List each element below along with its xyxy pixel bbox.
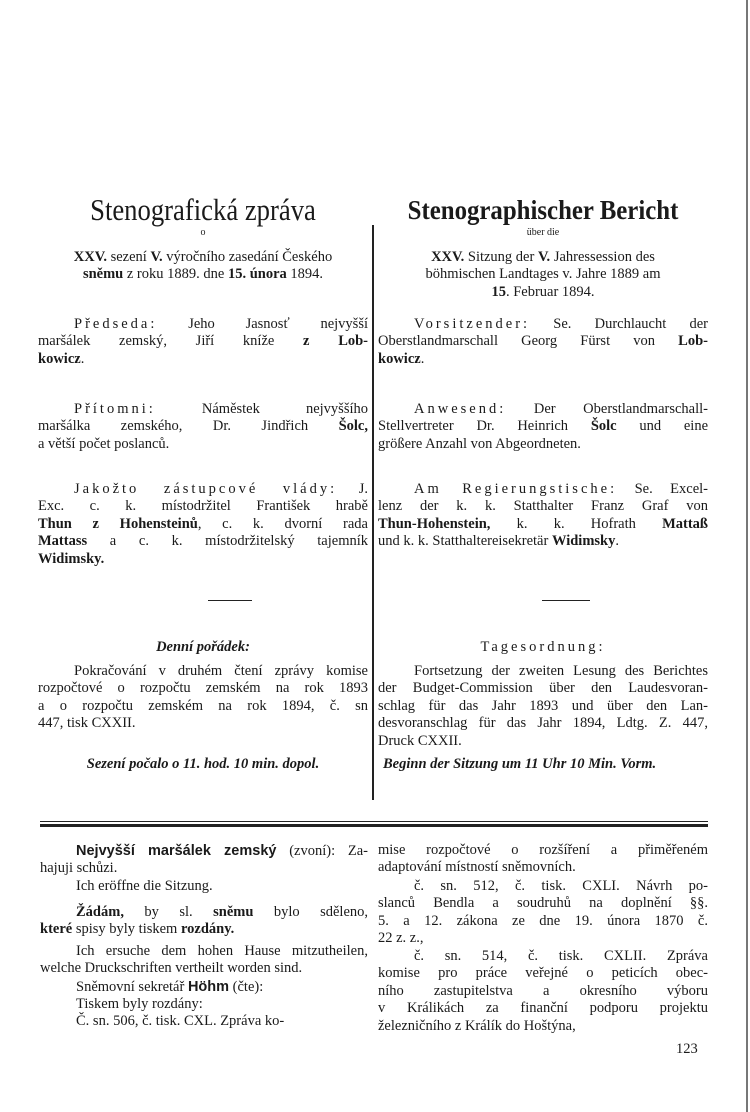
text-line (378, 842, 708, 859)
double-rule-thin (40, 821, 708, 822)
bold-run: rozdány. (180, 921, 235, 938)
bold-run: Höhm (187, 979, 230, 995)
text-run: v Králikách za finanční podporu projektu (378, 1000, 708, 1017)
text-line (38, 333, 368, 350)
double-rule-thick (40, 824, 708, 827)
text-line (38, 663, 368, 680)
text-run: bylo sděleno, (253, 904, 369, 920)
text-line (378, 715, 708, 732)
bold-run: Widimsky (551, 533, 616, 550)
text-run: welche Druckschriften vertheilt worden sind. (40, 960, 303, 977)
spaced-label: Přítomni: (74, 401, 156, 417)
text-line (378, 266, 708, 283)
text-run: böhmischen Landtages v. Jahre 1889 am (425, 266, 661, 283)
bold-run: Mattaß (662, 515, 708, 532)
text-line (38, 418, 368, 435)
text-line (40, 904, 368, 921)
text-run: 1894. (286, 266, 324, 283)
section-dash-right (542, 600, 590, 601)
text-run: a c. k. místodržitelský tajemník (87, 533, 368, 550)
bold-run: Nejvyšší maršálek zemský (76, 843, 277, 859)
text-run: hajuji schůzi. (40, 860, 118, 877)
text-run: (zvoní): Za- (276, 843, 368, 859)
speech-left-7 (40, 1013, 368, 1030)
text-line (40, 943, 368, 960)
spaced-label: Vorsitzender: (414, 316, 531, 332)
bold-run: sněmu (82, 266, 124, 283)
agenda-left (38, 663, 368, 733)
header-left (38, 249, 368, 284)
text-run: z roku 1889. dne (123, 266, 228, 283)
connector-right: über die (526, 227, 560, 238)
bold-run: Šolc (590, 418, 617, 435)
text-run: Sitzung der (464, 249, 538, 265)
text-line (378, 481, 708, 498)
text-line (378, 1018, 708, 1035)
text-line (378, 533, 708, 550)
bold-run: Žádám, (76, 904, 124, 920)
text-line (378, 859, 708, 876)
text-run: sezení (106, 249, 151, 265)
speech-left-3 (40, 904, 368, 939)
bold-run: 15. (227, 266, 247, 283)
bold-run: Lob- (678, 333, 708, 350)
text-run: a o rozpočtu zemském na rok 1894, č. sn (38, 697, 368, 714)
text-line (38, 715, 368, 732)
speech-left-5 (40, 979, 368, 996)
text-run: ního zastupitelstva a okresního výboru (378, 982, 708, 999)
speech-left-6 (40, 996, 368, 1013)
text-line (38, 533, 368, 550)
text-run: lenz der k. k. Statthalter Franz Graf von (378, 498, 708, 515)
text-line (40, 1013, 368, 1030)
bold-run: V. (150, 249, 163, 265)
text-run: . (420, 350, 425, 367)
text-run: und k. k. Statthaltereisekretär (378, 533, 552, 550)
text-run: (čte): (229, 979, 264, 995)
text-run: výročního zasedání Českého (162, 249, 333, 265)
text-run: desvoranschlag für das Jahr 1894, Ldtg. Z. 447, (378, 715, 708, 732)
bold-run: Šolc, (338, 418, 368, 435)
text-line (378, 965, 708, 982)
text-run: Pokračování v druhém čtení zprávy komise (74, 663, 368, 679)
text-run: Sněmovní sekretář (76, 979, 188, 995)
text-line (378, 316, 708, 333)
text-line (378, 698, 708, 715)
text-line (38, 551, 368, 568)
speech-right-3 (378, 948, 708, 1035)
agenda-right (378, 663, 708, 750)
text-run: k. k. Hofrath (490, 515, 663, 532)
text-line (38, 266, 368, 283)
text-run: Druck CXXII. (378, 732, 462, 749)
government-left (38, 481, 368, 568)
bold-run: sněmu (213, 904, 254, 920)
bold-run: V. (537, 249, 551, 265)
text-run: . (80, 350, 85, 367)
text-run: komise pro práce veřejné o peticích obec- (378, 965, 708, 982)
text-line (378, 948, 708, 965)
session-start-right: Beginn der Sitzung um 11 Uhr 10 Min. Vorm. (383, 756, 657, 772)
spaced-label: Anwesend: (414, 401, 507, 417)
bold-run: 15 (491, 283, 506, 300)
header-right (378, 249, 708, 301)
text-line (40, 878, 368, 895)
speech-left-2 (40, 878, 368, 895)
text-line (38, 401, 368, 418)
spaced-label: Předseda: (74, 316, 158, 332)
text-run: slanců Bendla a soudruhů na doplnění §§. (378, 895, 708, 912)
text-line (378, 663, 708, 680)
text-line (40, 921, 368, 938)
text-run: schlag für das Jahr 1893 und über den Lan- (378, 697, 708, 714)
text-run: by sl. (123, 904, 214, 920)
text-run: Exc. c. k. místodržitel František hrabě (38, 498, 368, 515)
text-line (38, 316, 368, 333)
bold-run: kowicz (378, 350, 421, 367)
text-run: Tiskem byly rozdány: (76, 996, 203, 1012)
text-run: Se. Excel- (617, 481, 708, 497)
text-run: Jahressession des (550, 249, 655, 265)
bold-run: Thun z Hohensteinů (38, 515, 198, 532)
speech-left-1 (40, 843, 368, 878)
text-line (38, 516, 368, 533)
title-left: Stenografická zpráva (90, 192, 316, 227)
text-line (378, 516, 708, 533)
text-run: rozpočtové o rozpočtu zemském na rok 1893 (38, 680, 368, 697)
text-line (378, 498, 708, 515)
government-right (378, 481, 708, 551)
agenda-heading-left: Denní pořádek: (156, 639, 250, 655)
column-divider (372, 225, 374, 800)
text-run: Fortsetzung der zweiten Lesung des Berichtes (414, 663, 708, 679)
text-run: 5. a 12. zákona ze dne 19. února 1870 č. (378, 912, 708, 929)
connector-left: o (200, 227, 206, 238)
text-line (378, 983, 708, 1000)
bold-run: které (40, 921, 73, 938)
text-run: železničního z Králík do Hoštýna, (378, 1017, 576, 1034)
speech-right-2 (378, 878, 708, 948)
text-run: mise rozpočtové o rozšíření a přiměřeném (378, 842, 708, 858)
text-line (378, 895, 708, 912)
text-line (378, 351, 708, 368)
bold-run: Thun-Hohenstein, (378, 515, 491, 532)
page-number: 123 (676, 1041, 698, 1057)
text-run: maršálka zemského, Dr. Jindřich (38, 418, 339, 435)
text-line (38, 351, 368, 368)
text-line (40, 860, 368, 877)
text-run: 447, tisk CXXII. (38, 715, 136, 732)
text-line (378, 680, 708, 697)
text-line (38, 249, 368, 266)
text-run: spisy byly tiskem (72, 921, 181, 938)
text-line (378, 1000, 708, 1017)
text-run: Se. Durchlaucht der (530, 316, 708, 332)
text-run: . Februar 1894. (505, 283, 595, 300)
text-run: J. (337, 481, 368, 497)
text-line (38, 698, 368, 715)
text-line (378, 284, 708, 301)
text-line (378, 249, 708, 266)
bold-run: XXV. (73, 249, 107, 265)
bold-run: z Lob- (303, 333, 369, 350)
present-right (378, 401, 708, 453)
text-line (378, 733, 708, 750)
text-run: maršálek zemský, Jiří kníže (38, 333, 304, 350)
text-line (378, 913, 708, 930)
speech-left-4 (40, 943, 368, 978)
text-run: , c. k. dvorní rada (197, 515, 368, 532)
text-line (40, 996, 368, 1013)
text-run: Ich eröffne die Sitzung. (76, 878, 213, 894)
text-line (378, 878, 708, 895)
text-run: č. sn. 512, č. tisk. CXLI. Návrh po- (414, 878, 708, 894)
text-run: adaptování místností sněmovních. (378, 859, 576, 876)
text-run: 22 z. z., (378, 930, 424, 947)
text-run: a větší počet poslanců. (38, 435, 170, 452)
bold-run: Widimsky. (38, 550, 105, 567)
text-line (40, 979, 368, 996)
text-line (378, 418, 708, 435)
text-run: Ich ersuche dem hohen Hause mitzutheilen, (76, 943, 368, 959)
section-dash-left (208, 600, 252, 601)
text-line (378, 930, 708, 947)
spaced-label: Am Regierungstische: (414, 481, 618, 497)
text-line (378, 436, 708, 453)
bold-run: Mattass (38, 533, 88, 550)
title-right: Stenographischer Bericht (407, 195, 679, 225)
text-run: Jeho Jasnosť nejvyšší (157, 316, 368, 332)
scan-border (746, 0, 748, 1112)
bold-run: února (249, 266, 287, 283)
text-line (40, 843, 368, 860)
text-run: und eine (616, 418, 709, 435)
session-start-left: Sezení počalo o 11. hod. 10 min. dopol. (86, 756, 320, 772)
text-line (40, 960, 368, 977)
text-run: Č. sn. 506, č. tisk. CXL. Zpráva ko- (76, 1013, 285, 1029)
text-run: der Budget-Commission über den Laudesvoran- (378, 680, 708, 697)
text-run: Oberstlandmarschall Georg Fürst von (378, 333, 679, 350)
text-run: č. sn. 514, č. tisk. CXLII. Zpráva (414, 948, 708, 964)
text-run: größere Anzahl von Abgeordneten. (378, 435, 581, 452)
text-line (38, 436, 368, 453)
speech-right-1 (378, 842, 708, 877)
present-left (38, 401, 368, 453)
text-line (38, 498, 368, 515)
chairman-right (378, 316, 708, 368)
text-line (378, 333, 708, 350)
text-line (38, 481, 368, 498)
agenda-heading-right: Tagesordnung: (480, 639, 606, 655)
text-run: Stellvertreter Dr. Heinrich (378, 418, 591, 435)
text-run: Der Oberstlandmarschall- (506, 401, 708, 417)
bold-run: XXV. (431, 249, 465, 265)
chairman-left (38, 316, 368, 368)
text-line (378, 401, 708, 418)
text-run: Náměstek nejvyššího (155, 401, 368, 417)
text-line (38, 680, 368, 697)
bold-run: kowicz (38, 350, 81, 367)
spaced-label: Jakožto zástupcové vlády: (74, 481, 338, 497)
text-run: . (615, 533, 619, 550)
